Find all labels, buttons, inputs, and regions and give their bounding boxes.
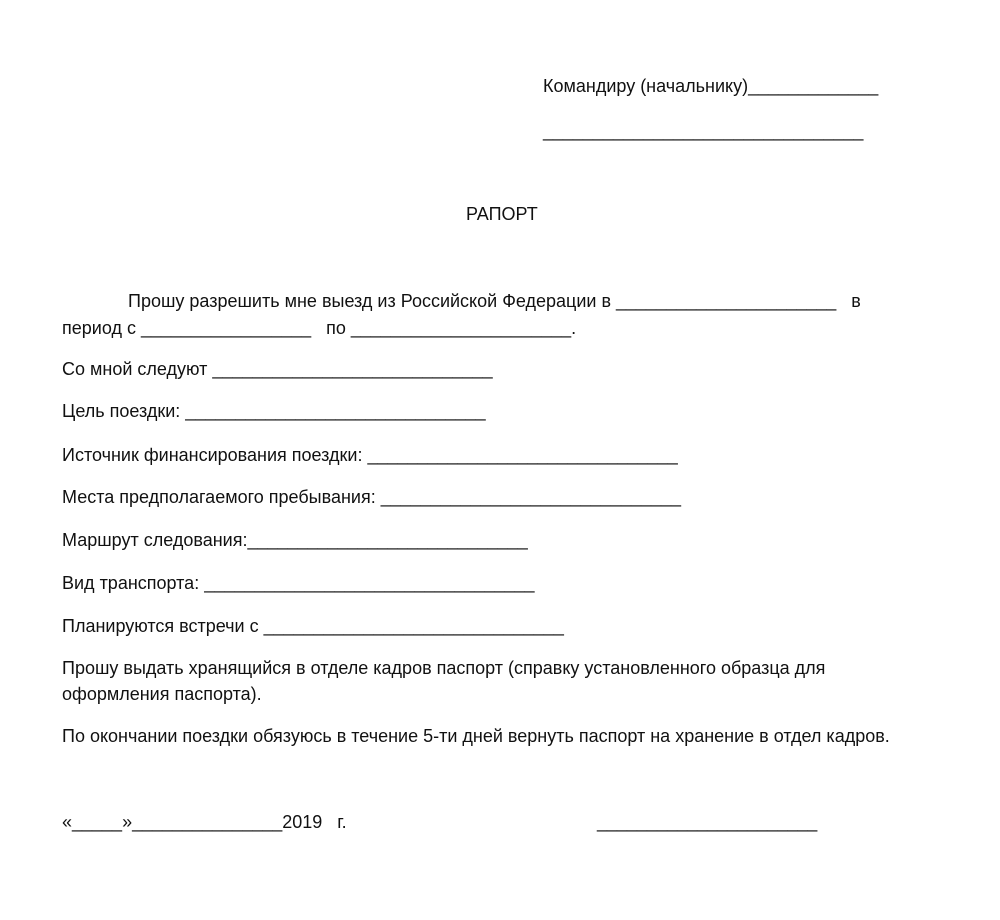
- field-funding: Источник финансирования поездки: _______________________________: [62, 445, 678, 465]
- passport-request: Прошу выдать хранящийся в отделе кадров паспорт (справку установленного образца для оформления паспорта).: [62, 658, 826, 704]
- addressee-blank: ________________________________: [543, 121, 864, 141]
- field-places: Места предполагаемого пребывания: ______________________________: [62, 487, 682, 507]
- return-pledge: По окончании поездки обязуюсь в течение 5-ти дней вернуть паспорт на хранение в отдел кадров.: [62, 726, 890, 746]
- addressee-line: Командиру (начальнику)_____________: [543, 76, 879, 96]
- date-line: «_____»_______________2019 г.: [62, 812, 347, 832]
- signature-line: ______________________: [597, 812, 818, 832]
- field-transport: Вид транспорта: _________________________________: [62, 573, 535, 593]
- field-meetings: Планируются встречи с ______________________________: [62, 616, 564, 636]
- document-title: РАПОРТ: [466, 204, 538, 224]
- field-purpose: Цель поездки: ______________________________: [62, 401, 486, 421]
- request-line-1: Прошу разрешить мне выезд из Российской Федерации в ______________________ в: [128, 291, 861, 311]
- request-line-2: период с _________________ по ______________________.: [62, 318, 577, 338]
- field-companions: Со мной следуют ____________________________: [62, 359, 493, 379]
- field-route: Маршрут следования:____________________________: [62, 530, 528, 550]
